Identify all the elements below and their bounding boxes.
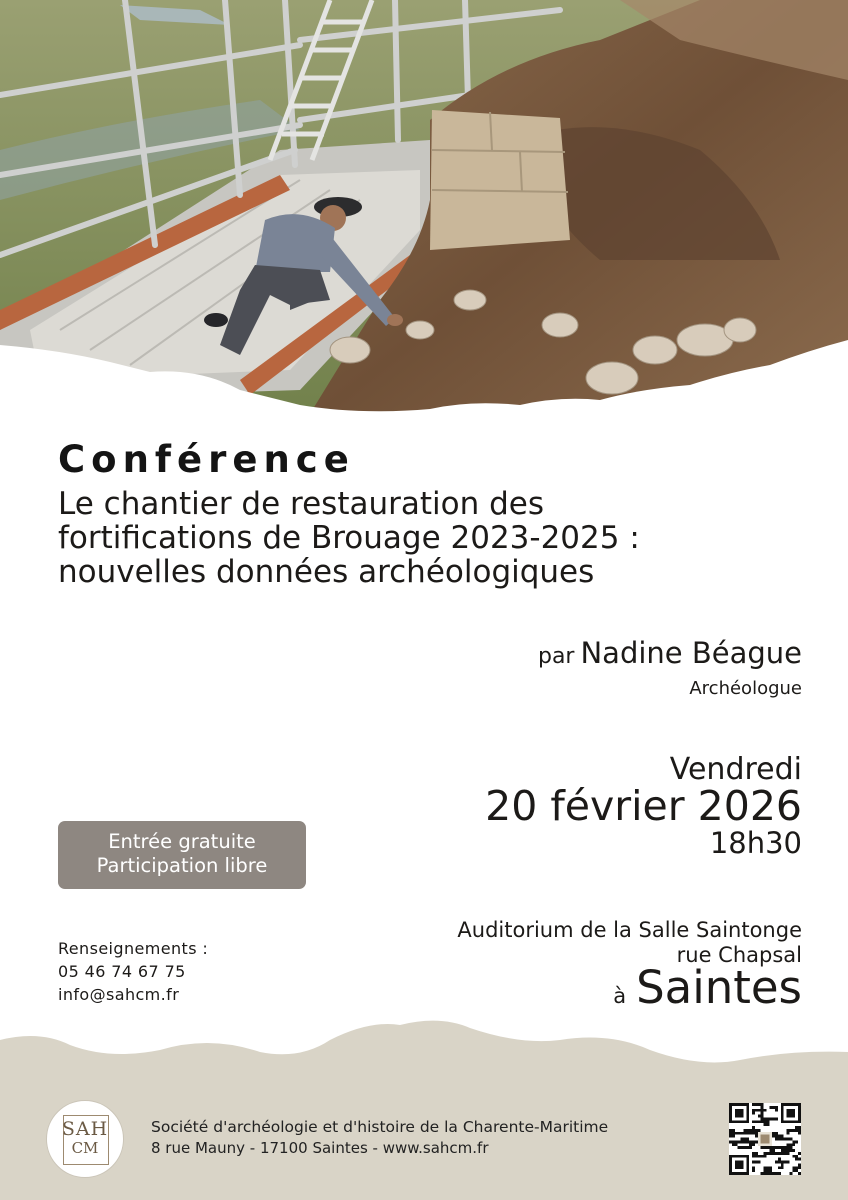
venue-name: Auditorium de la Salle Saintonge [457,918,802,942]
logo-sah-text: SAH [61,1118,109,1140]
logo-cm-text: CM [71,1139,99,1157]
society-name: Société d'archéologie et d'histoire de la Charente-Maritime [151,1118,609,1136]
qr-code-icon [729,1103,801,1175]
city-prefix: à [613,984,627,1008]
venue-street: rue Chapsal [676,943,802,967]
society-address: 8 rue Mauny - 17100 Saintes - www.sahcm.fr [151,1139,489,1157]
event-kicker: Conférence [58,438,355,481]
excavation-photo [0,0,848,430]
speaker-line [538,636,802,670]
contact-label: Renseignements : [58,939,209,958]
talk-title-line-1: Le chantier de restauration des [58,486,544,522]
admission-badge [58,821,306,889]
event-date: 20 février 2026 [485,782,802,830]
admission-line-participation: Participation libre [96,854,268,877]
contact-email: info@sahcm.fr [58,985,180,1004]
speaker-prefix: par [537,644,575,669]
talk-title-line-3: nouvelles données archéologiques [58,554,595,590]
contact-phone: 05 46 74 67 75 [58,962,186,981]
footer-band [0,990,848,1200]
speaker-role: Archéologue [689,678,802,699]
talk-title-line-2: fortifications de Brouage 2023-2025 : [58,520,640,556]
venue-city: Saintes [636,961,802,1014]
speaker-name: Nadine Béague [580,636,802,670]
event-time: 18h30 [709,826,802,860]
event-day: Vendredi [669,752,802,787]
admission-line-free: Entrée gratuite [108,830,256,853]
talk-title [58,487,838,589]
sahcm-logo [46,1100,124,1178]
